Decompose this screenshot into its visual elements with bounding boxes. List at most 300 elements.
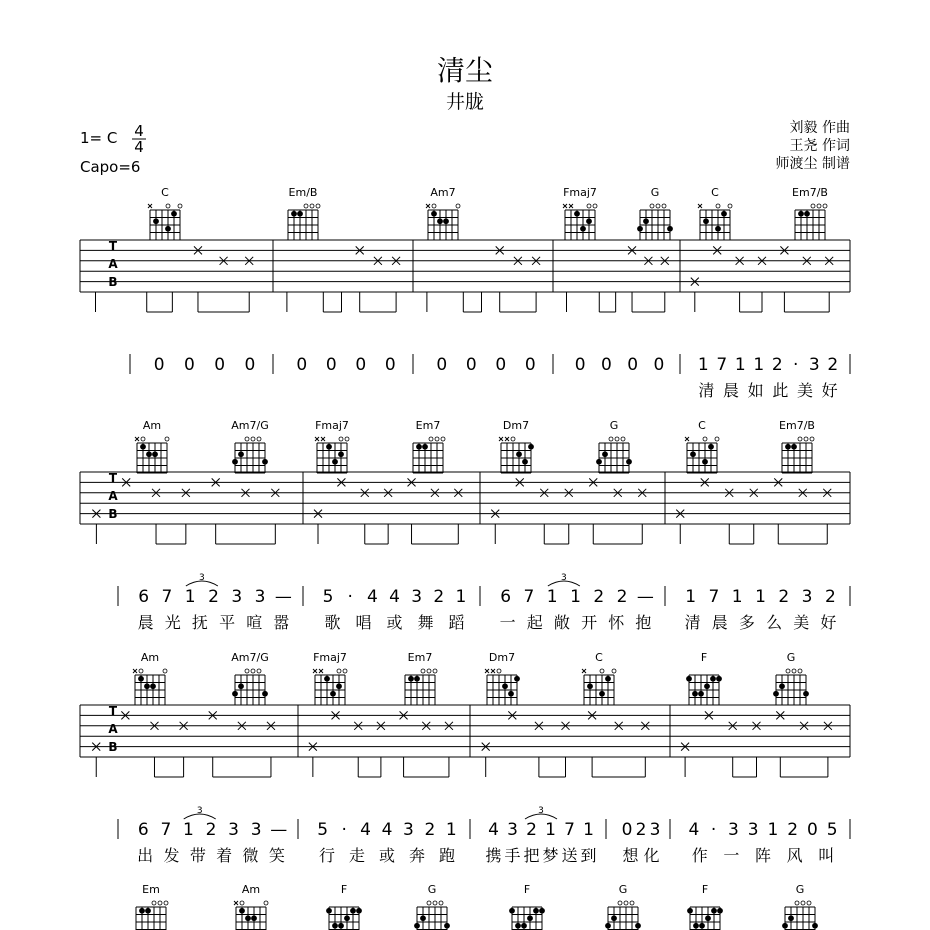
chord-diagram — [773, 651, 809, 705]
chord-open-string — [716, 204, 720, 208]
chord-diagram — [792, 186, 828, 240]
chord-finger-dot — [539, 908, 545, 914]
notation-note: 2 — [787, 820, 799, 840]
notation-note: 1 — [183, 820, 194, 840]
chord-open-string — [257, 437, 261, 441]
notation-note: 2 — [593, 587, 605, 607]
lyric-char: 唱 — [355, 613, 372, 632]
lyric-char: 清 — [684, 613, 701, 632]
chord-open-string — [798, 669, 802, 673]
chord-open-string — [511, 437, 515, 441]
lyric-char: 歌 — [324, 613, 341, 632]
tab-clef-letter: B — [108, 740, 118, 754]
chord-finger-dot — [232, 691, 238, 697]
notation-note: 0 — [153, 355, 165, 375]
chord-finger-dot — [245, 915, 251, 921]
notation-note: — — [274, 587, 292, 607]
chord-open-string — [264, 901, 268, 905]
chord-diagram — [779, 419, 815, 473]
notation-note: 3 — [254, 587, 266, 607]
chord-open-string — [609, 437, 613, 441]
chord-open-string — [251, 669, 255, 673]
chord-finger-dot — [715, 226, 721, 232]
chord-finger-dot — [812, 923, 818, 929]
notation-note: 2 — [824, 587, 836, 607]
lyric-char: 怀 — [608, 613, 625, 632]
chord-open-string — [421, 669, 425, 673]
chord-open-string — [178, 204, 182, 208]
notation-note: 4 — [366, 587, 378, 607]
chord-finger-dot — [586, 218, 592, 224]
notation-note: — — [270, 820, 288, 840]
lyric-char: 蹈 — [448, 613, 465, 632]
chord-finger-dot — [711, 908, 717, 914]
chord-finger-dot — [717, 908, 723, 914]
chord-finger-dot — [338, 923, 344, 929]
chord-open-string — [435, 437, 439, 441]
numbered-notation — [118, 354, 850, 865]
chord-finger-dot — [509, 908, 515, 914]
chord-finger-dot — [785, 444, 791, 450]
lyric-char: 如 — [747, 381, 764, 400]
chord-open-string — [612, 669, 616, 673]
chord-finger-dot — [262, 459, 268, 465]
chord-finger-dot — [788, 915, 794, 921]
lyric-char: 笑 — [268, 846, 285, 865]
chord-finger-dot — [692, 691, 698, 697]
chord-finger-dot — [702, 459, 708, 465]
lyric-char: 晨 — [711, 613, 728, 632]
chord-diagram — [605, 883, 641, 930]
notation-note: 1 — [455, 587, 467, 607]
chord-open-string — [337, 669, 341, 673]
lyric-char: 梦 — [542, 846, 559, 865]
chord-open-string — [618, 901, 622, 905]
notation-note: · — [347, 587, 353, 607]
notation-note: 3 — [507, 820, 518, 840]
chord-name: Em — [142, 883, 160, 896]
chord-open-string — [615, 437, 619, 441]
notation-note: 0 — [325, 355, 337, 375]
chord-finger-dot — [605, 676, 611, 682]
lyric-char: 抱 — [635, 613, 652, 632]
chord-diagram — [313, 651, 347, 705]
chord-finger-dot — [332, 923, 338, 929]
lyric-char: 行 — [318, 846, 336, 865]
lyric-char: 送 — [561, 846, 578, 865]
lyric-char: 一 — [723, 846, 740, 865]
chord-finger-dot — [686, 676, 692, 682]
chord-finger-dot — [708, 444, 714, 450]
notation-note: 0 — [384, 355, 396, 375]
chord-open-string — [497, 669, 501, 673]
chord-diagram — [687, 883, 723, 930]
chord-finger-dot — [153, 218, 159, 224]
chord-finger-dot — [693, 923, 699, 929]
notation-note: 5 — [322, 587, 334, 607]
chord-finger-dot — [356, 908, 362, 914]
notation-note: 1 — [583, 820, 594, 840]
chord-name: G — [609, 419, 619, 432]
chord-open-string — [245, 669, 249, 673]
credit-composer: 刘毅 作曲 — [789, 120, 850, 136]
lyric-char: 么 — [766, 613, 783, 632]
chord-finger-dot — [779, 683, 785, 689]
lyric-char: 想 — [622, 846, 639, 865]
chord-name: C — [161, 186, 169, 199]
chord-open-string — [245, 437, 249, 441]
chord-finger-dot — [699, 923, 705, 929]
tab-clef-letter: A — [108, 257, 118, 271]
notation-note: 3 — [231, 587, 243, 607]
chord-finger-dot — [326, 444, 332, 450]
notation-note: 1 — [570, 587, 581, 607]
notation-note: 0 — [183, 355, 195, 375]
chord-open-string — [817, 204, 821, 208]
lyric-char: 携 — [485, 846, 502, 865]
chord-open-string — [166, 204, 170, 208]
chord-open-string — [251, 437, 255, 441]
notation-note: 7 — [523, 587, 535, 607]
chord-finger-dot — [528, 444, 534, 450]
chord-diagram — [315, 419, 349, 473]
chord-name: F — [523, 883, 531, 896]
notation-note: 7 — [708, 587, 720, 607]
chord-finger-dot — [350, 908, 356, 914]
chord-finger-dot — [804, 211, 810, 217]
chord-finger-dot — [262, 691, 268, 697]
chord-diagram — [413, 419, 445, 473]
credit-arranger: 师渡尘 制谱 — [775, 156, 850, 172]
tab-staves — [80, 239, 850, 777]
notation-line — [118, 806, 850, 865]
lyric-char: 此 — [772, 381, 789, 400]
chord-finger-dot — [420, 915, 426, 921]
chord-open-string — [798, 437, 802, 441]
lyric-char: 带 — [189, 846, 206, 865]
notation-note: 5 — [826, 820, 838, 840]
chord-name: Dm7 — [488, 651, 516, 664]
chord-finger-dot — [704, 683, 710, 689]
chord-finger-dot — [690, 451, 696, 457]
chord-finger-dot — [443, 218, 449, 224]
tab-staff — [80, 239, 850, 312]
lyric-char: 到 — [580, 846, 597, 865]
chord-diagram — [686, 651, 722, 705]
chord-finger-dot — [326, 908, 332, 914]
chord-finger-dot — [611, 915, 617, 921]
triplet-mark: 3 — [196, 806, 203, 816]
chord-open-string — [427, 901, 431, 905]
notation-note: 5 — [317, 820, 329, 840]
chord-finger-dot — [516, 451, 522, 457]
lyric-char: 发 — [163, 846, 180, 865]
chord-name: Em7/B — [779, 419, 815, 432]
chord-finger-dot — [238, 683, 244, 689]
chord-diagram — [582, 651, 616, 705]
chord-finger-dot — [596, 459, 602, 465]
chord-finger-dot — [291, 211, 297, 217]
chord-open-string — [139, 669, 143, 673]
chord-finger-dot — [515, 923, 521, 929]
chord-finger-dot — [643, 218, 649, 224]
chord-open-string — [152, 901, 156, 905]
chord-finger-dot — [344, 915, 350, 921]
chord-diagram — [485, 651, 520, 705]
notation-note: 3 — [808, 355, 820, 375]
chord-finger-dot — [521, 923, 527, 929]
chord-finger-dot — [150, 683, 156, 689]
notation-note: — — [636, 587, 654, 607]
chord-finger-dot — [791, 444, 797, 450]
notation-note: 3 — [801, 587, 813, 607]
chord-open-string — [811, 204, 815, 208]
song-artist: 井胧 — [445, 91, 485, 113]
chord-finger-dot — [144, 683, 150, 689]
chord-name: Em7/B — [792, 186, 828, 199]
notation-note: · — [710, 820, 717, 840]
chord-open-string — [158, 901, 162, 905]
tab-clef-letter: T — [108, 471, 118, 485]
chord-name: G — [618, 883, 628, 896]
chord-name: G — [650, 186, 660, 199]
tab-staff — [80, 471, 850, 544]
notation-note: 0 — [806, 820, 818, 840]
lyric-char: 起 — [526, 613, 543, 632]
notation-note: 0 — [355, 355, 367, 375]
notation-note: 7 — [160, 820, 172, 840]
chord-name: Am — [140, 651, 160, 664]
chord-finger-dot — [626, 459, 632, 465]
lyric-char: 或 — [386, 613, 403, 632]
chord-finger-dot — [522, 459, 528, 465]
chord-name: Em/B — [288, 186, 318, 199]
notation-note: 6 — [137, 820, 149, 840]
notation-note: 4 — [360, 820, 371, 840]
chord-finger-dot — [422, 444, 428, 450]
tab-staff — [80, 704, 850, 777]
chord-name: Am — [142, 419, 162, 432]
chord-finger-dot — [527, 915, 533, 921]
notation-note: 1 — [445, 820, 457, 840]
lyric-char: 多 — [738, 613, 755, 632]
chord-open-string — [823, 204, 827, 208]
notation-note: · — [793, 355, 799, 375]
chord-open-string — [439, 901, 443, 905]
notation-note: 1 — [184, 587, 196, 607]
chord-diagram — [414, 883, 450, 930]
notation-note: 2 — [635, 820, 647, 840]
notation-note: 6 — [138, 587, 150, 607]
time-signature-top: 4 — [134, 122, 144, 140]
chord-finger-dot — [580, 226, 586, 232]
triplet-mark: 3 — [538, 806, 544, 816]
key-signature: 1= C — [80, 129, 118, 147]
notation-note: 2 — [827, 355, 839, 375]
notation-note: 0 — [465, 355, 477, 375]
chord-finger-dot — [574, 211, 580, 217]
chord-open-string — [316, 204, 320, 208]
chord-open-string — [728, 204, 732, 208]
chord-finger-dot — [637, 226, 643, 232]
chord-open-string — [432, 204, 436, 208]
chord-finger-dot — [239, 908, 245, 914]
notation-note: 7 — [716, 355, 728, 375]
lyric-char: 舞 — [417, 613, 434, 632]
notation-note: 2 — [208, 587, 219, 607]
chord-open-string — [593, 204, 597, 208]
tab-clef-letter: T — [108, 704, 118, 718]
chord-open-string — [429, 437, 433, 441]
chord-open-string — [792, 669, 796, 673]
chord-open-string — [456, 204, 460, 208]
tab-clef-letter: T — [108, 239, 118, 253]
chord-diagram — [509, 883, 545, 930]
chord-name: C — [698, 419, 706, 432]
triplet-mark: 3 — [560, 573, 567, 583]
chord-finger-dot — [165, 226, 171, 232]
lyric-char: 把 — [523, 846, 540, 865]
notation-note: 2 — [205, 820, 217, 840]
chord-finger-dot — [782, 923, 788, 929]
chord-name: Fmaj7 — [313, 651, 347, 664]
chord-finger-dot — [297, 211, 303, 217]
chord-name: Am7 — [430, 186, 456, 199]
chord-finger-dot — [773, 691, 779, 697]
chord-open-string — [703, 437, 707, 441]
chord-finger-dot — [332, 459, 338, 465]
chord-open-string — [801, 901, 805, 905]
capo-indicator: Capo=6 — [80, 158, 141, 176]
chord-diagram — [148, 186, 182, 240]
chord-open-string — [165, 437, 169, 441]
chord-open-string — [630, 901, 634, 905]
chord-diagram — [685, 419, 719, 473]
chord-finger-dot — [336, 683, 342, 689]
tab-clef-letter: A — [108, 489, 118, 503]
chord-finger-dot — [667, 226, 673, 232]
chord-name: G — [786, 651, 796, 664]
notation-note: 3 — [727, 820, 739, 840]
lyric-char: 嚣 — [273, 613, 290, 632]
chord-finger-dot — [599, 691, 605, 697]
chord-open-string — [662, 204, 666, 208]
lyric-char: 抚 — [191, 613, 208, 632]
chord-finger-dot — [414, 923, 420, 929]
lyric-char: 风 — [786, 846, 803, 865]
chord-open-string — [804, 437, 808, 441]
chord-open-string — [163, 669, 167, 673]
chord-open-string — [441, 437, 445, 441]
lyric-char: 光 — [164, 613, 181, 632]
chord-finger-dot — [721, 211, 727, 217]
chord-diagram — [698, 186, 732, 240]
chord-finger-dot — [238, 451, 244, 457]
notation-note: 1 — [753, 355, 765, 375]
chord-finger-dot — [605, 923, 611, 929]
chord-diagram — [231, 419, 268, 473]
chord-finger-dot — [138, 676, 144, 682]
triplet-mark: 3 — [198, 573, 205, 583]
chord-open-string — [339, 437, 343, 441]
chord-open-string — [141, 437, 145, 441]
notation-note: 3 — [649, 820, 661, 840]
chord-diagram — [288, 186, 320, 240]
notation-note: 1 — [731, 587, 743, 607]
notation-note: 3 — [403, 820, 414, 840]
notation-note: 0 — [214, 355, 226, 375]
notation-note: · — [341, 820, 347, 840]
chord-name: Em7 — [407, 651, 433, 664]
lyric-char: 或 — [378, 846, 396, 865]
chord-open-string — [650, 204, 654, 208]
chord-diagram — [133, 651, 167, 705]
chord-name: C — [711, 186, 719, 199]
lyric-char: 一 — [499, 613, 516, 632]
chord-finger-dot — [798, 211, 804, 217]
chord-open-string — [656, 204, 660, 208]
lyric-char: 美 — [793, 613, 810, 632]
lyric-char: 晨 — [722, 381, 740, 400]
chord-finger-dot — [324, 676, 330, 682]
chord-open-string — [621, 437, 625, 441]
chord-finger-dot — [431, 211, 437, 217]
chord-diagram — [563, 186, 597, 240]
notation-note: 2 — [778, 587, 790, 607]
notation-note: 1 — [755, 587, 766, 607]
chord-finger-dot — [171, 211, 177, 217]
lyric-char: 化 — [643, 846, 660, 865]
notation-line — [118, 573, 850, 632]
chord-finger-dot — [437, 218, 443, 224]
time-signature-bottom: 4 — [134, 138, 144, 156]
lyric-char: 奔 — [408, 846, 426, 865]
chord-name: G — [795, 883, 805, 896]
notation-note: 4 — [488, 820, 499, 840]
chord-finger-dot — [152, 451, 158, 457]
lyric-char: 走 — [348, 846, 366, 865]
chord-finger-dot — [703, 218, 709, 224]
notation-note: 0 — [574, 355, 586, 375]
notation-note: 0 — [524, 355, 536, 375]
lyric-char: 清 — [698, 381, 715, 400]
chord-open-string — [164, 901, 168, 905]
lyric-char: 好 — [820, 613, 837, 632]
chord-name: G — [427, 883, 437, 896]
chord-finger-dot — [330, 691, 336, 697]
song-title: 清尘 — [436, 54, 494, 87]
chord-diagram — [637, 186, 673, 240]
chord-finger-dot — [502, 683, 508, 689]
notation-note: 2 — [616, 587, 628, 607]
chord-open-string — [807, 901, 811, 905]
chord-finger-dot — [139, 908, 145, 914]
chord-finger-dot — [145, 908, 151, 914]
chord-finger-dot — [338, 451, 344, 457]
tab-clef-letter: A — [108, 722, 118, 736]
chord-name: Am7/G — [231, 651, 269, 664]
tab-clef-letter: B — [108, 275, 118, 289]
chord-diagram — [135, 419, 169, 473]
chord-open-string — [427, 669, 431, 673]
chord-open-string — [310, 204, 314, 208]
chord-open-string — [600, 669, 604, 673]
chord-diagram — [231, 651, 268, 705]
notation-note: 0 — [296, 355, 308, 375]
notation-note: 0 — [653, 355, 665, 375]
notation-note: 0 — [600, 355, 612, 375]
lyric-char: 叫 — [818, 846, 835, 865]
